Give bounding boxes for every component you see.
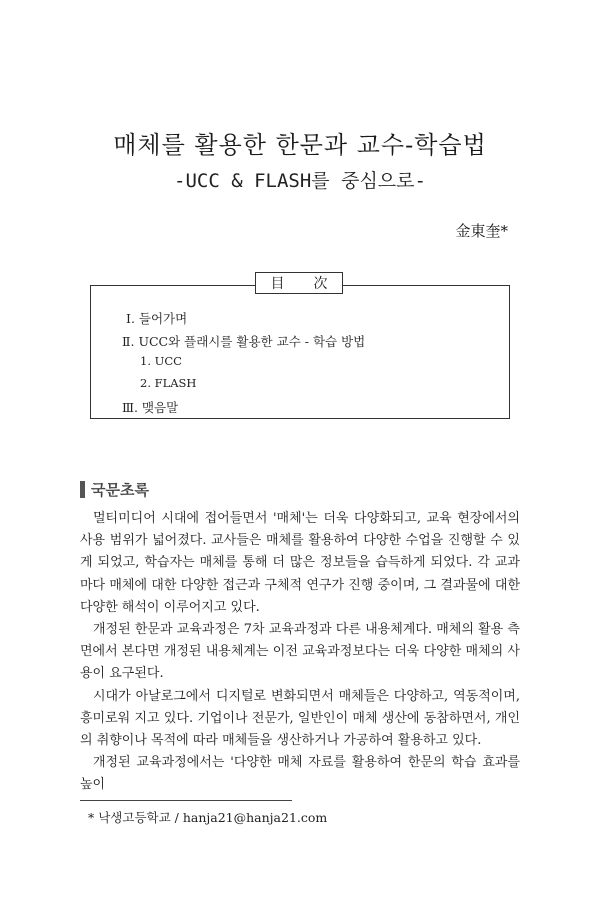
paper-subtitle: -UCC & FLASH를 중심으로- xyxy=(174,170,426,192)
footnote: * 낙생고등학교 / hanja21@hanja21.com xyxy=(88,810,328,825)
toc-item: 1. UCC xyxy=(140,354,182,368)
abstract-paragraph: 멀티미디어 시대에 접어들면서 '매체'는 더욱 다양화되고, 교육 현장에서의 사용 범위가 넓어졌다. 교사들은 매체를 활용하여 다양한 수업을 진행할 수 있게 되었고, 학습자는 매체를 통해 더 많은 정보들을 습득하게 되었다. 각 교과마다 매체에 대한 다양한 접근과 구체적 연구가 진행 중이며, 그 결과물에 대한 다양한 해석이 이루어지고 있다. xyxy=(80,511,520,615)
author-name: 金東奎* xyxy=(455,222,508,240)
toc-heading xyxy=(255,272,343,294)
paper-title: 매체를 활용한 한문과 교수-학습법 xyxy=(113,131,487,159)
toc-item: Ⅱ. UCC와 플래시를 활용한 교수 - 학습 방법 xyxy=(122,334,366,349)
section-heading-label: 국문초록 xyxy=(91,481,149,499)
abstract-body xyxy=(80,508,520,797)
footnote-divider xyxy=(80,800,292,801)
section-heading xyxy=(80,479,149,500)
abstract-paragraph: 시대가 아날로그에서 디지털로 변화되면서 매체들은 다양하고, 역동적이며, 흥미로워 지고 있다. 기업이나 전문가, 일반인이 매체 생산에 동참하면서, 개인의 취향이나 목적에 따라 매체들을 생산하거나 가공하여 활용하고 있다. xyxy=(80,688,520,749)
toc-item: 2. FLASH xyxy=(140,376,197,390)
abstract-paragraph: 개정된 교육과정에서는 '다양한 매체 자료를 활용하여 한문의 학습 효과를 높이 xyxy=(80,755,520,793)
section-marker xyxy=(80,481,85,498)
abstract-paragraph: 개정된 한문과 교육과정은 7차 교육과정과 다른 내용체계다. 매체의 활용 측면에서 본다면 개정된 내용체계는 이전 교육과정보다는 더욱 다양한 매체의 사용이 요구된다. xyxy=(80,622,520,682)
toc-item: Ⅰ. 들어가며 xyxy=(126,311,188,326)
toc-heading-right: 次 xyxy=(313,276,328,292)
toc-item: Ⅲ. 맺음말 xyxy=(122,400,179,415)
toc-heading-left: 目 xyxy=(270,276,285,292)
